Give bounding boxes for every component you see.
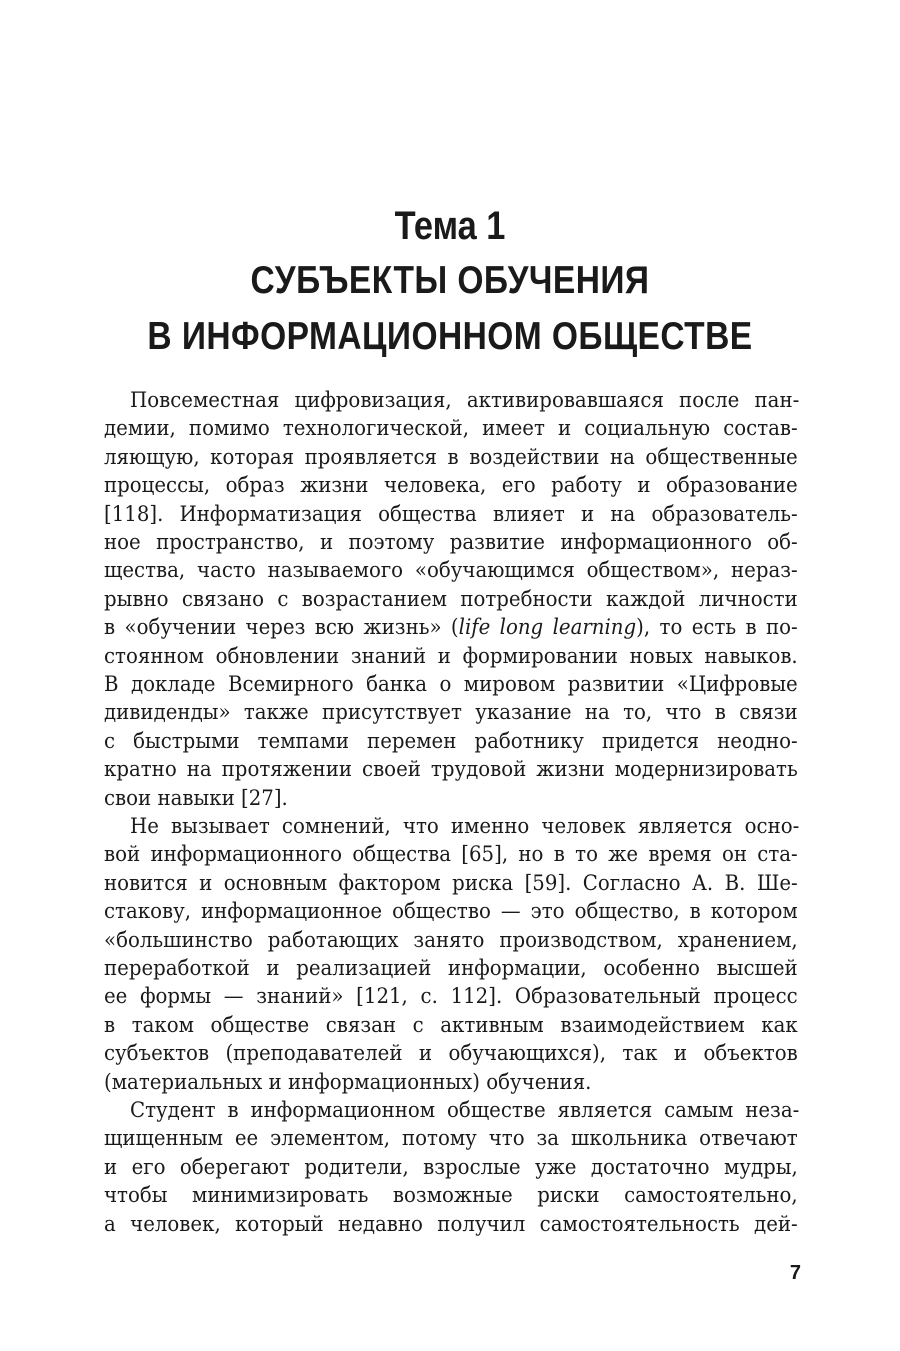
text-line: ное пространство, и поэтому развитие информационного об-: [104, 530, 798, 554]
chapter-title-line-2: В ИНФОРМАЦИОННОМ ОБЩЕСТВЕ: [147, 315, 753, 358]
text-line: демии, помимо технологической, имеет и социальную состав-: [104, 416, 798, 441]
text-line: Не вызывает сомнений, что именно человек является осно-: [130, 814, 800, 838]
text-line: кратно на протяжении своей трудовой жизни модернизировать: [104, 757, 798, 782]
text-line: чтобы минимизировать возможные риски самостоятельно,: [104, 1183, 798, 1208]
text-line: переработкой и реализацией информации, особенно высшей: [104, 956, 798, 980]
text-line: стоянном обновлении знаний и формировании новых навыков.: [104, 643, 798, 668]
text-line: а человек, который недавно получил самостоятельность дей-: [104, 1211, 798, 1236]
text-line: ляющую, которая проявляется в воздействии на общественные: [104, 444, 798, 469]
text-line: вой информационного общества [65], но в то же время он ста-: [104, 842, 798, 867]
text-line: «большинство работающих занято производством, хранением,: [104, 927, 798, 952]
text-line: щищенным ее элементом, потому что за школьника отвечают: [104, 1126, 798, 1151]
topic-label: Тема 1: [394, 204, 506, 248]
text-line: ее формы — знаний» [121, с. 112]. Образовательный процесс: [104, 984, 798, 1009]
text-line-italic-term: в «обучении через всю жизнь» (life long learning), то есть в по-: [104, 615, 798, 640]
text-line: дивиденды» также присутствует указание на то, что в связи: [104, 700, 798, 725]
page-number: 7: [789, 1262, 801, 1284]
text-line: стакову, информационное общество — это общество, в котором: [104, 899, 798, 924]
text-line: Студент в информационном обществе является самым неза-: [130, 1098, 800, 1122]
text-line: с быстрыми темпами перемен работнику придется неодно-: [104, 728, 798, 753]
text-line: субъектов (преподавателей и обучающихся), так и объектов: [104, 1041, 798, 1066]
text-line: щества, часто называемого «обучающимся обществом», нераз-: [104, 558, 798, 583]
text-line: процессы, образ жизни человека, его работу и образование: [104, 473, 798, 498]
text-line: и его оберегают родители, взрослые уже достаточно мудры,: [104, 1154, 798, 1179]
italic-term: life long learning: [458, 615, 637, 640]
text-line: [118]. Информатизация общества влияет и на образователь-: [104, 501, 798, 526]
text-line: свои навыки [27].: [104, 785, 288, 810]
text-line: новится и основным фактором риска [59]. Согласно А. В. Ше-: [104, 870, 798, 895]
text-line: в таком обществе связан с активным взаимодействием как: [104, 1012, 798, 1037]
chapter-title-line-1: СУБЪЕКТЫ ОБУЧЕНИЯ: [250, 259, 650, 302]
text-line: (материальных и информационных) обучения.: [104, 1069, 592, 1094]
text-line: рывно связано с возрастанием потребности каждой личности: [104, 586, 798, 611]
text-line: Повсеместная цифровизация, активировавшаяся после пан-: [130, 388, 800, 412]
text-line: В докладе Всемирного банка о мировом развитии «Цифровые: [104, 672, 798, 696]
